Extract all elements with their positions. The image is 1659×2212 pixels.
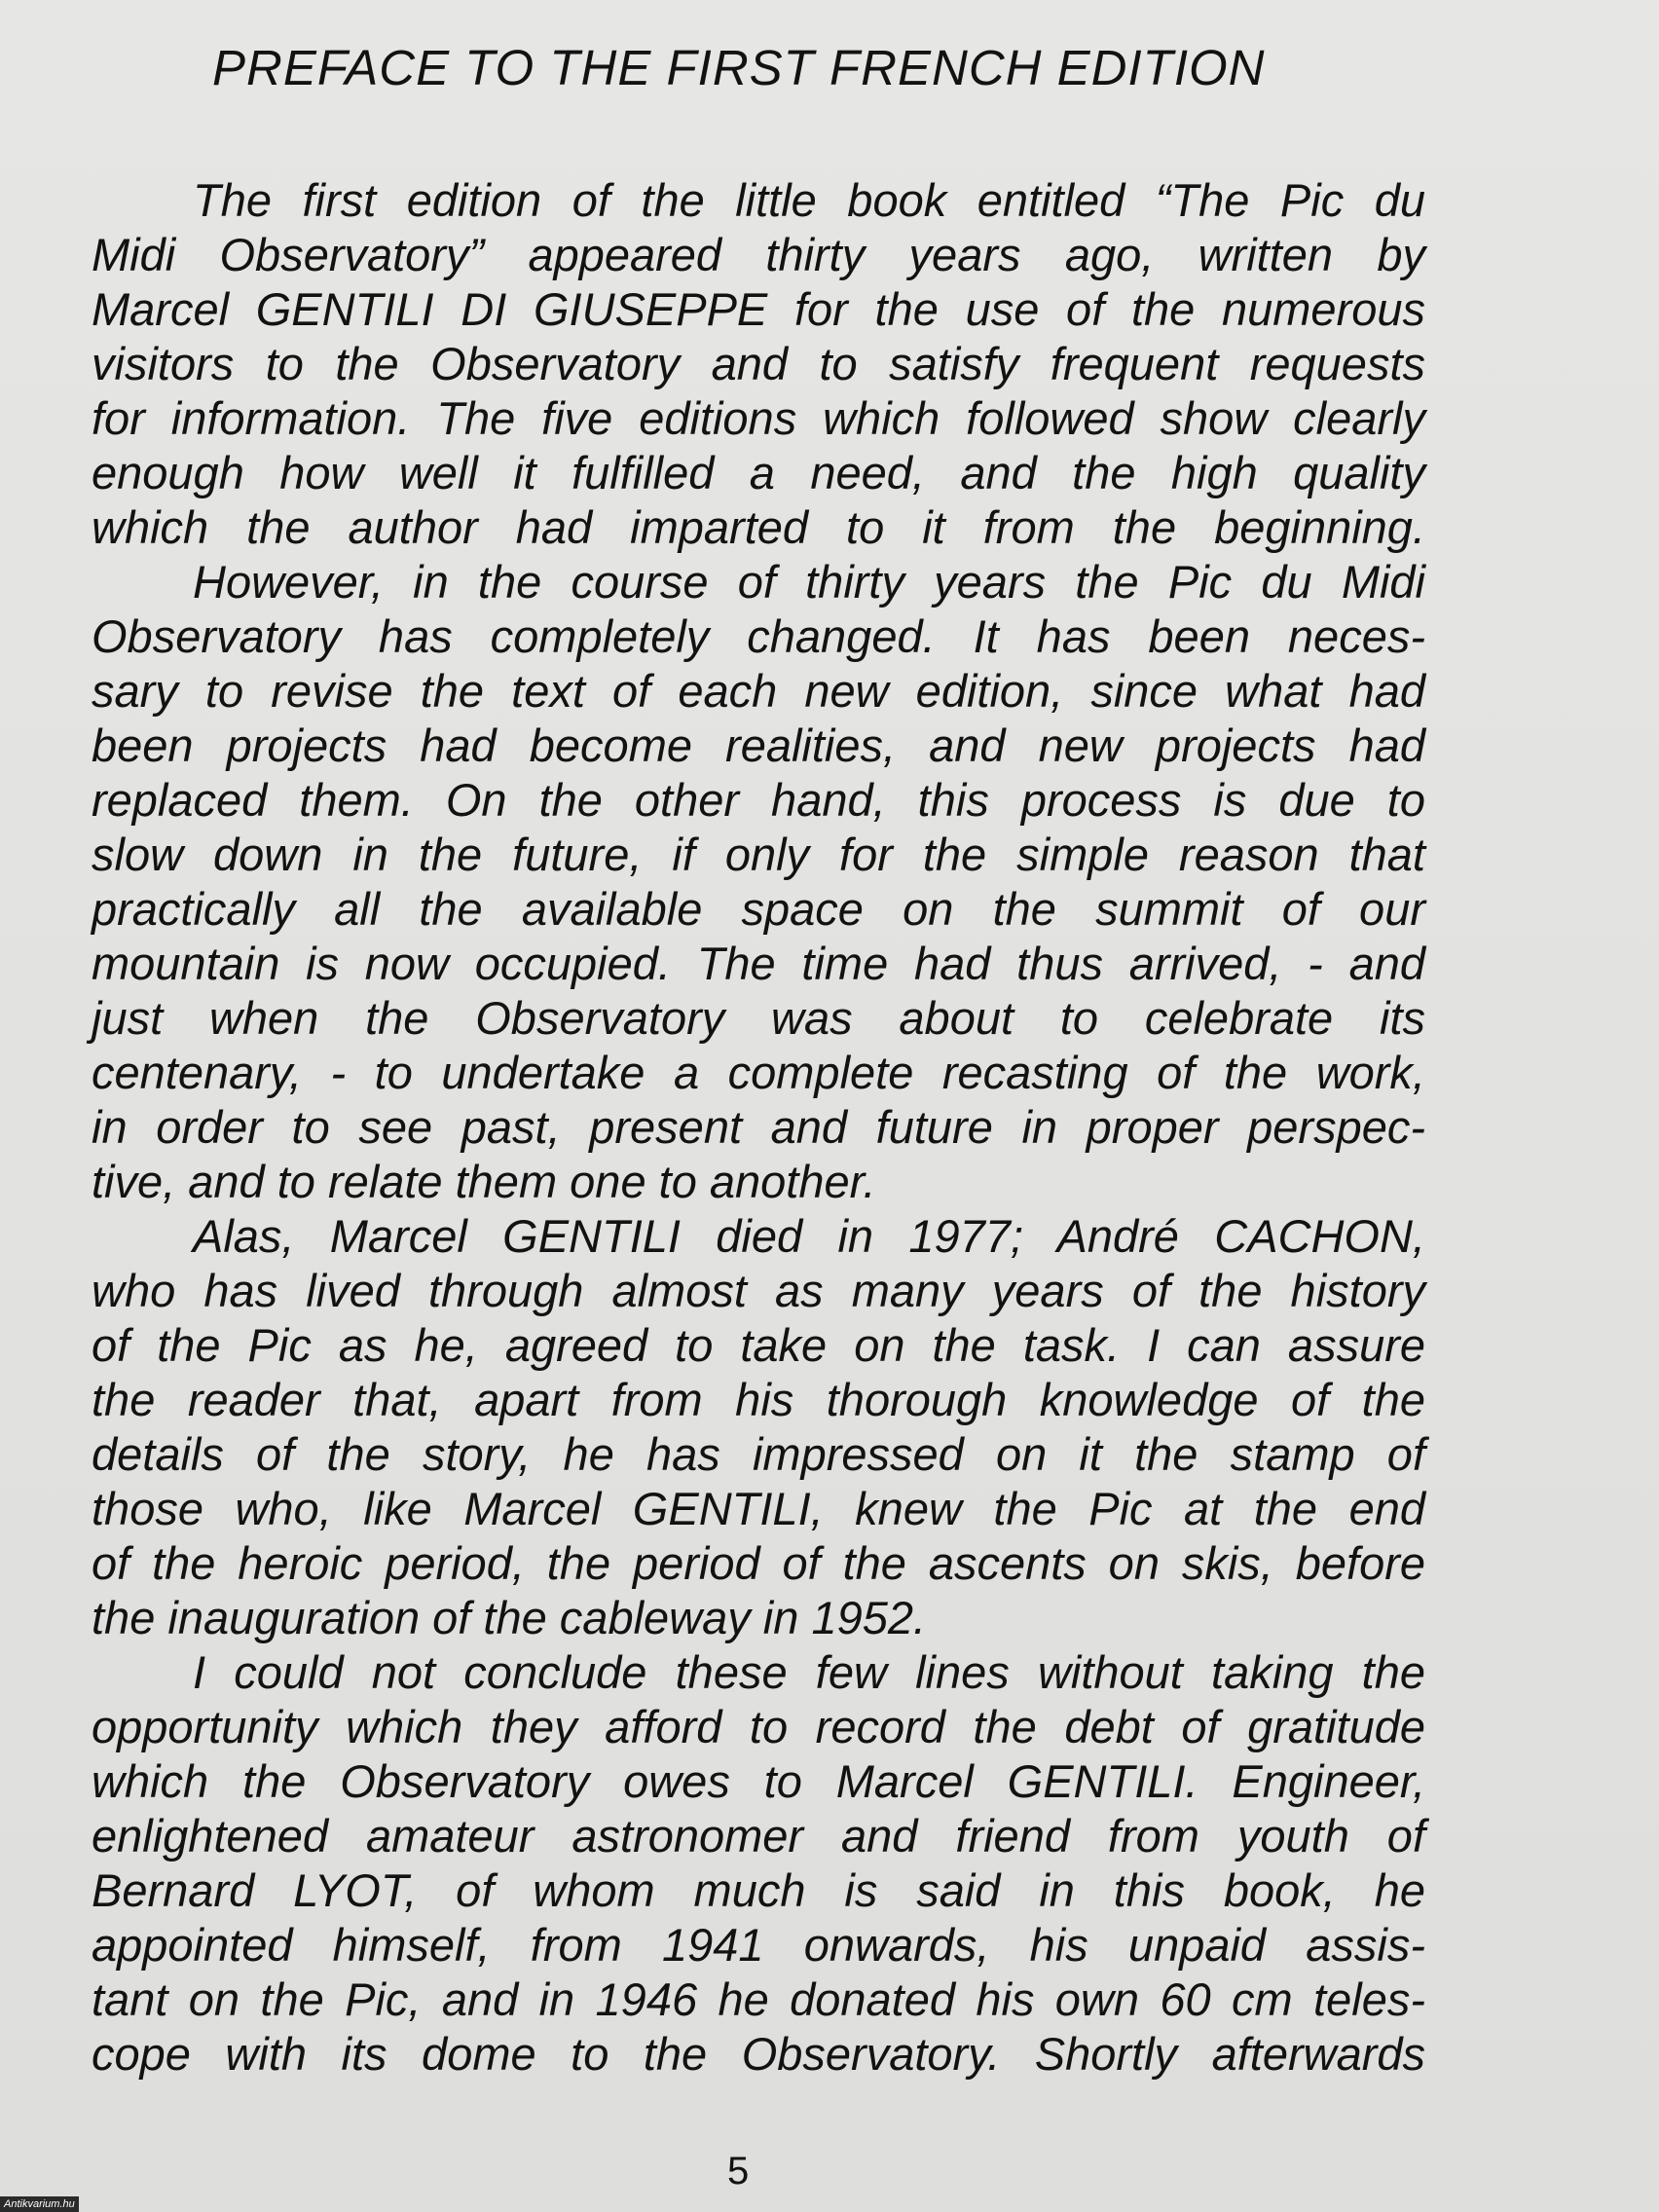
text-line: mountain is now occupied. The time had thus arrived, - and: [92, 938, 1425, 989]
text-line: sary to revise the text of each new edition, since what had: [92, 665, 1425, 717]
text-line: of the heroic period, the period of the ascents on skis, before: [92, 1537, 1425, 1589]
text-line: just when the Observatory was about to celebrate its: [92, 992, 1425, 1044]
text-line: visitors to the Observatory and to satisfy frequent requests: [92, 338, 1425, 389]
paragraph-first-line: However, in the course of thirty years the Pic du Midi: [193, 556, 1425, 608]
text-line: Marcel GENTILI DI GIUSEPPE for the use of the numerous: [92, 283, 1425, 335]
text-line: which the Observatory owes to Marcel GENTILI. Engineer,: [92, 1755, 1425, 1807]
text-line: enlightened amateur astronomer and friend from youth of: [92, 1810, 1425, 1862]
text-line: been projects had become realities, and new projects had: [92, 719, 1425, 771]
text-line: who has lived through almost as many years of the history: [92, 1265, 1425, 1316]
text-line: of the Pic as he, agreed to take on the task. I can assure: [92, 1319, 1425, 1371]
text-line: tive, and to relate them one to another.: [92, 1156, 876, 1207]
text-line: slow down in the future, if only for the simple reason that: [92, 829, 1425, 880]
paragraph-first-line: The first edition of the little book entitled “The Pic du: [193, 174, 1425, 226]
page-title: PREFACE TO THE FIRST FRENCH EDITION: [212, 40, 1266, 95]
text-line: the inauguration of the cableway in 1952.: [92, 1592, 927, 1643]
text-line: cope with its dome to the Observatory. Shortly afterwards: [92, 2028, 1425, 2080]
text-line: details of the story, he has impressed on it the stamp of: [92, 1428, 1425, 1480]
text-line: opportunity which they afford to record the debt of gratitude: [92, 1701, 1425, 1752]
text-line: Observatory has completely changed. It has been neces-: [92, 610, 1425, 662]
text-line: Midi Observatory” appeared thirty years ago, written by: [92, 229, 1425, 280]
watermark-label: Antikvarium.hu: [0, 2196, 79, 2212]
text-line: tant on the Pic, and in 1946 he donated his own 60 cm teles-: [92, 1973, 1425, 2025]
text-line: enough how well it fulfilled a need, and the high quality: [92, 447, 1425, 498]
page-number: 5: [727, 2150, 750, 2193]
text-line: those who, like Marcel GENTILI, knew the Pic at the end: [92, 1483, 1425, 1534]
text-line: which the author had imparted to it from the beginning.: [92, 501, 1425, 553]
paragraph-first-line: Alas, Marcel GENTILI died in 1977; André CACHON,: [193, 1210, 1425, 1262]
text-line: Bernard LYOT, of whom much is said in this book, he: [92, 1864, 1425, 1916]
text-line: appointed himself, from 1941 onwards, his unpaid assis-: [92, 1919, 1425, 1971]
paragraph-first-line: I could not conclude these few lines without taking the: [193, 1646, 1425, 1698]
text-line: centenary, - to undertake a complete recasting of the work,: [92, 1047, 1425, 1098]
text-line: for information. The five editions which followed show clearly: [92, 392, 1425, 444]
text-line: in order to see past, present and future in proper perspec-: [92, 1101, 1425, 1153]
text-line: the reader that, apart from his thorough knowledge of the: [92, 1374, 1425, 1425]
text-line: practically all the available space on the summit of our: [92, 883, 1425, 935]
text-line: replaced them. On the other hand, this process is due to: [92, 774, 1425, 826]
body-text: [92, 173, 1425, 2082]
